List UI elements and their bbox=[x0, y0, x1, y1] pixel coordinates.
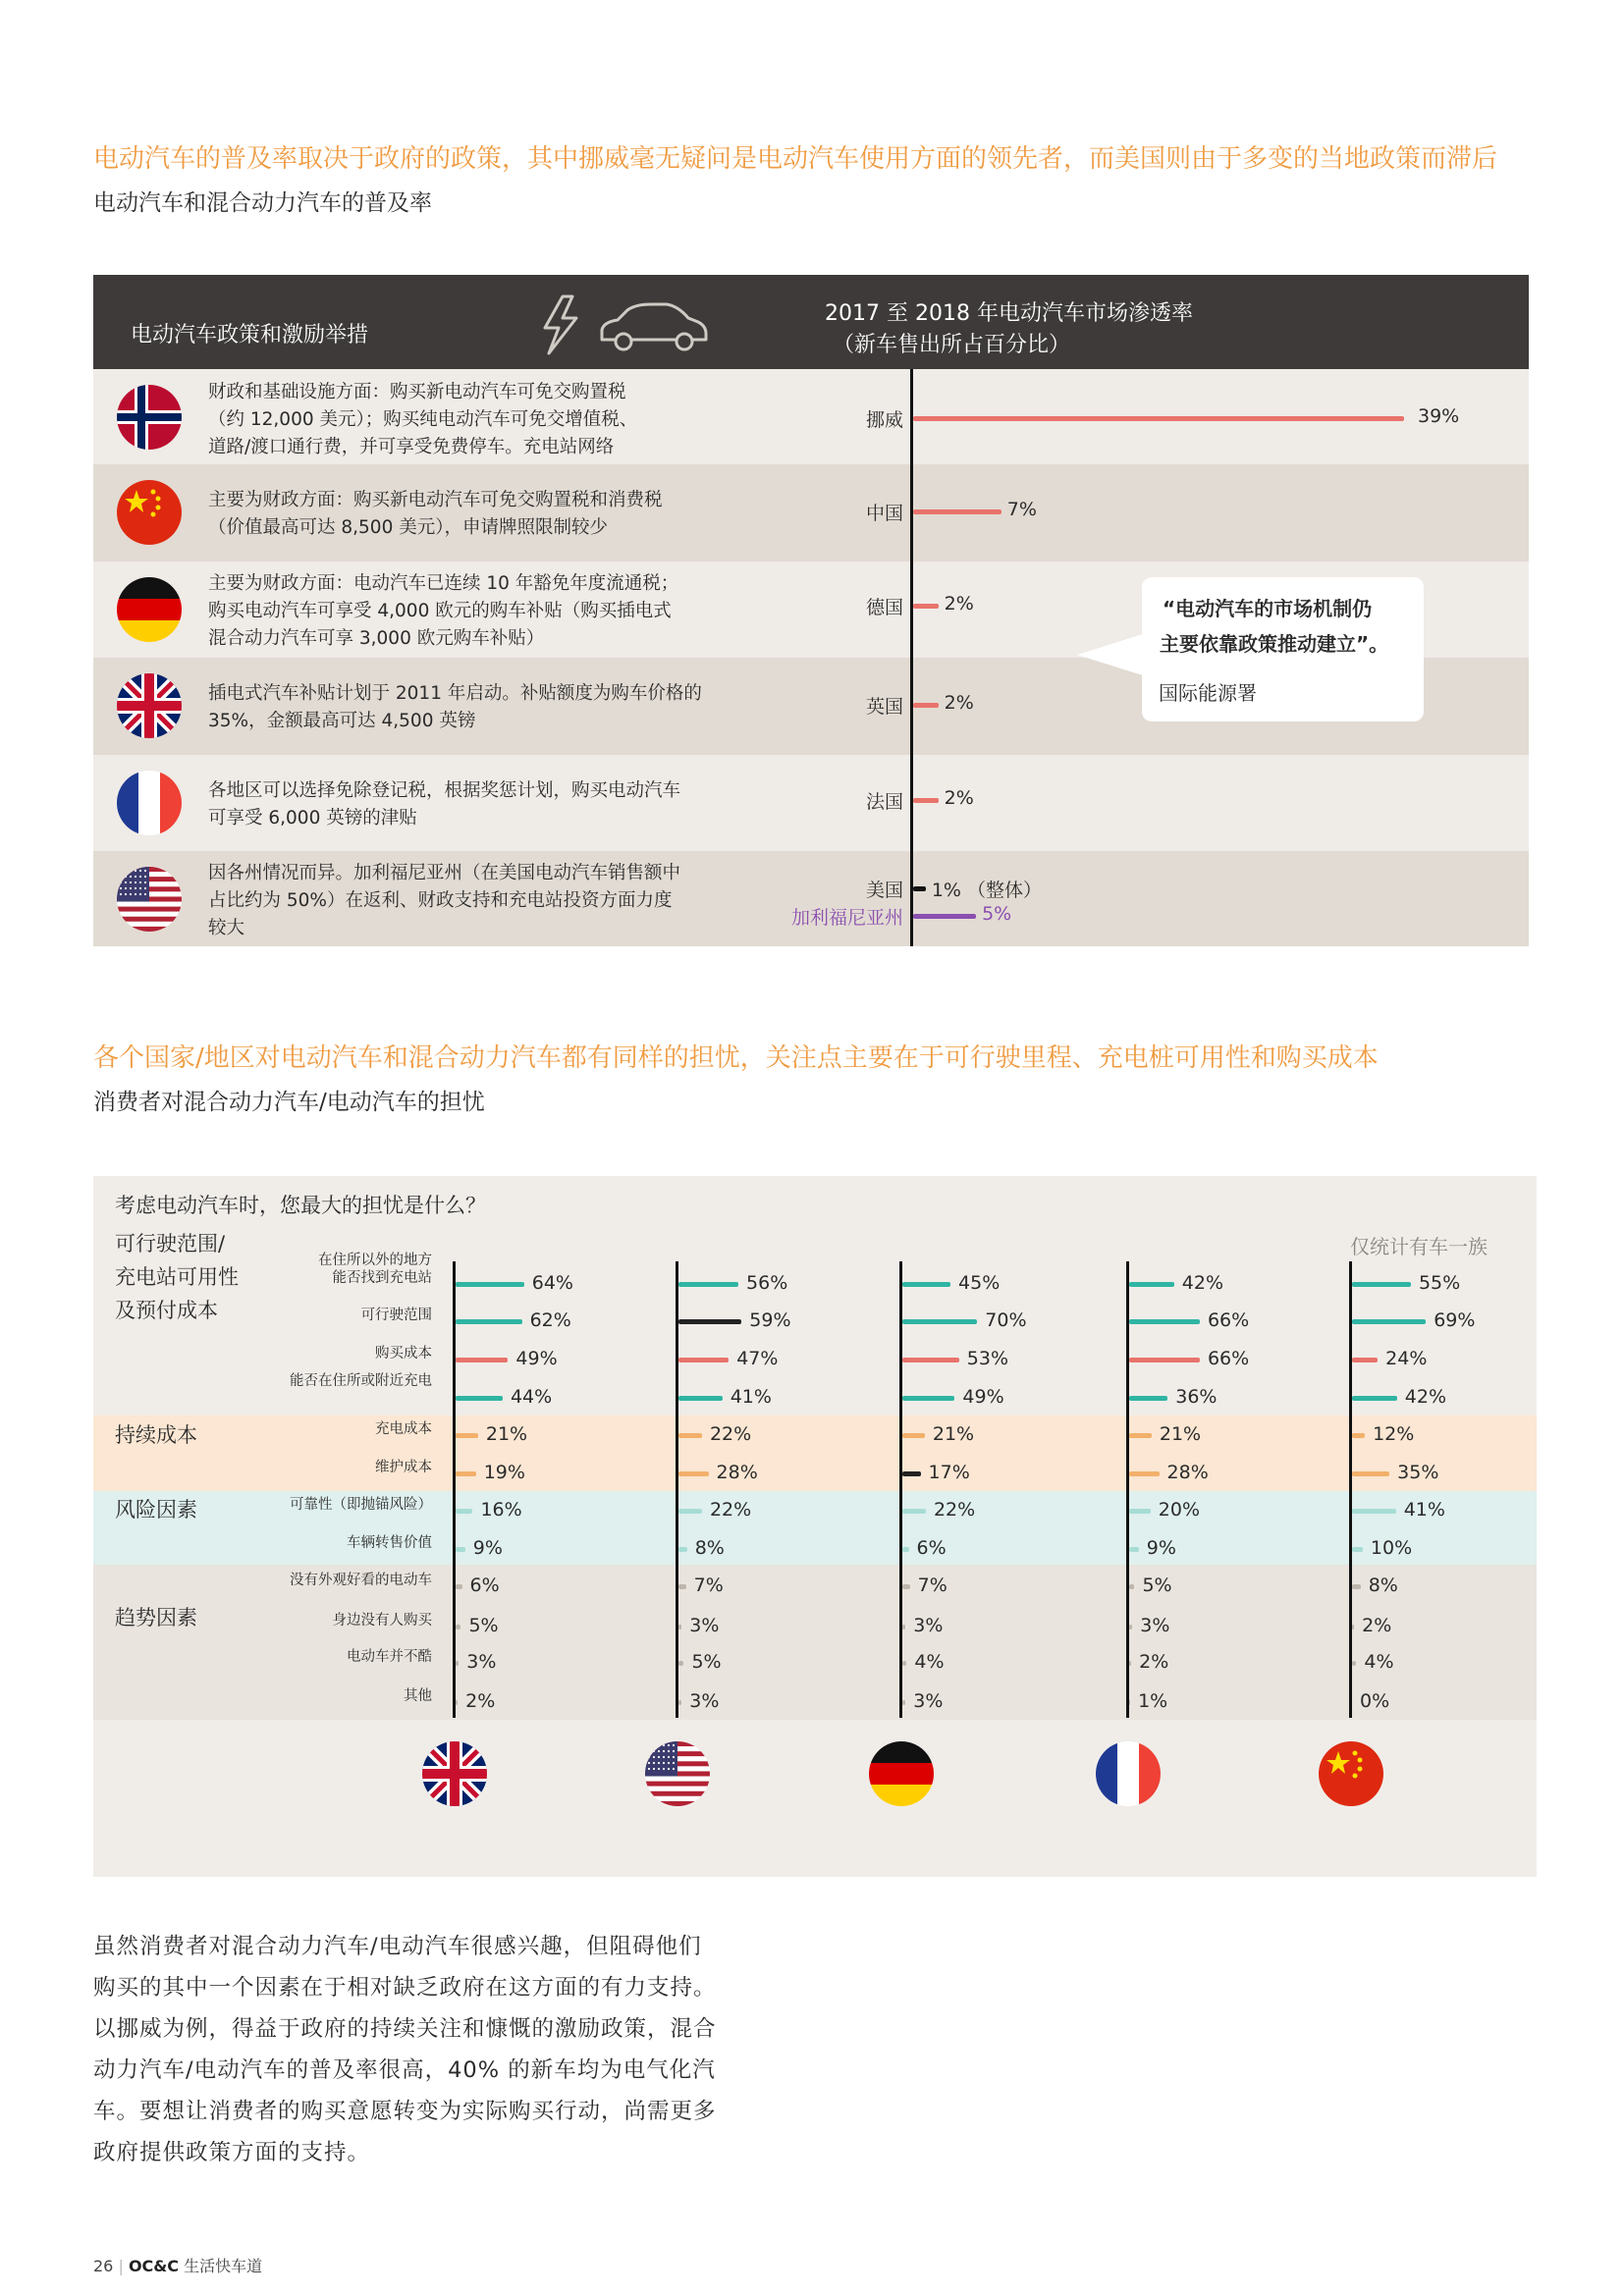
concern-value: 49% bbox=[962, 1386, 1004, 1408]
concern-value: 20% bbox=[1158, 1499, 1201, 1521]
concern-value: 6% bbox=[916, 1537, 947, 1559]
section1-subtitle: 电动汽车和混合动力汽车的普及率 bbox=[93, 190, 432, 216]
germany-flag-icon bbox=[869, 1741, 934, 1806]
brand-logo: OC&C bbox=[128, 2257, 179, 2275]
concern-bar bbox=[456, 1396, 503, 1401]
usa-flag-icon bbox=[645, 1741, 710, 1806]
concern-bar bbox=[1129, 1700, 1130, 1705]
policy-description-line: 插电式汽车补贴计划于 2011 年启动。补贴额度为购车价格的 bbox=[208, 683, 702, 704]
paragraph-line: 政府提供政策方面的支持。 bbox=[93, 2140, 371, 2165]
china-flag-icon bbox=[117, 480, 182, 545]
penetration-value: 2% bbox=[944, 787, 974, 809]
policy-description-line: 主要为财政方面：购买新电动汽车可免交购置税和消费税 bbox=[208, 490, 663, 510]
quote-text-line1: “电动汽车的市场机制仍 bbox=[1163, 597, 1373, 620]
policy-description-line: 可享受 6,000 英镑的津贴 bbox=[208, 808, 417, 828]
policy-description-line: （价值最高可达 8,500 美元），申请牌照限制较少 bbox=[208, 517, 608, 538]
concern-bar bbox=[1352, 1396, 1397, 1401]
policy-description-line: 道路/渡口通行费，并可享受免费停车。充电站网络 bbox=[208, 437, 615, 457]
lightning-car-icon bbox=[533, 293, 710, 357]
concern-value: 62% bbox=[529, 1309, 571, 1331]
concern-bar bbox=[678, 1433, 702, 1438]
concern-value: 28% bbox=[716, 1462, 758, 1483]
concern-bar bbox=[902, 1625, 905, 1629]
policy-description bbox=[208, 570, 758, 653]
chart2-question: 考虑电动汽车时，您最大的担忧是什么？ bbox=[115, 1194, 486, 1217]
concern-value: 45% bbox=[958, 1272, 1001, 1294]
country-axis bbox=[676, 1261, 678, 1718]
penetration-bar bbox=[913, 416, 1404, 421]
policy-description-line: 各地区可以选择免除登记税，根据奖惩计划，购买电动汽车 bbox=[208, 780, 681, 801]
germany-flag-icon bbox=[117, 577, 182, 642]
concern-value: 9% bbox=[472, 1537, 503, 1559]
concern-value: 6% bbox=[469, 1575, 500, 1596]
country-axis bbox=[899, 1261, 902, 1718]
policy-description bbox=[208, 860, 758, 942]
penetration-value: 1% （整体） bbox=[931, 880, 1042, 901]
penetration-value: 5% bbox=[982, 903, 1012, 925]
policy-description-line: 购买电动汽车可享受 4,000 欧元的购车补贴（购买插电式 bbox=[208, 601, 672, 621]
concern-value: 64% bbox=[531, 1272, 573, 1294]
concern-value: 19% bbox=[483, 1462, 525, 1483]
concern-label: 其他 bbox=[404, 1688, 432, 1704]
concern-value: 42% bbox=[1181, 1272, 1223, 1294]
concern-bar bbox=[456, 1547, 465, 1552]
policy-description-line: 占比约为 50%）在返利、财政支持和充电站投资方面力度 bbox=[208, 890, 673, 911]
concern-value: 41% bbox=[1403, 1499, 1445, 1521]
concern-value: 22% bbox=[933, 1499, 976, 1521]
concern-bar bbox=[678, 1471, 709, 1476]
concern-bar bbox=[902, 1547, 909, 1552]
norway-flag-icon bbox=[117, 385, 182, 450]
penetration-bar bbox=[913, 886, 926, 891]
chart1-axis bbox=[910, 369, 913, 946]
concern-bar bbox=[902, 1319, 977, 1324]
concern-bar bbox=[456, 1358, 508, 1362]
concern-value: 12% bbox=[1373, 1423, 1415, 1445]
concern-value: 47% bbox=[736, 1348, 779, 1369]
concern-label: 能否找到充电站 bbox=[332, 1270, 432, 1286]
country-axis bbox=[1126, 1261, 1129, 1718]
country-label: 英国 bbox=[865, 696, 903, 718]
concern-group-label: 可行驶范围/ bbox=[115, 1232, 226, 1255]
concern-label: 能否在住所或附近充电 bbox=[290, 1373, 432, 1389]
penetration-value: 2% bbox=[944, 593, 974, 614]
concern-value: 3% bbox=[689, 1690, 720, 1712]
concern-label: 没有外观好看的电动车 bbox=[290, 1573, 432, 1588]
concern-value: 69% bbox=[1434, 1309, 1476, 1331]
concern-value: 22% bbox=[709, 1423, 752, 1445]
concern-value: 8% bbox=[694, 1537, 725, 1559]
concern-bar bbox=[1129, 1661, 1131, 1666]
concern-bar bbox=[902, 1282, 950, 1287]
concern-value: 36% bbox=[1175, 1386, 1218, 1408]
concern-bar bbox=[1129, 1471, 1160, 1476]
concern-bar bbox=[1352, 1358, 1378, 1362]
concern-value: 3% bbox=[466, 1651, 497, 1673]
chart2-note: 仅统计有车一族 bbox=[1350, 1235, 1488, 1258]
concern-bar bbox=[678, 1282, 738, 1287]
policy-description bbox=[208, 379, 758, 461]
china-flag-icon bbox=[1319, 1741, 1383, 1806]
concern-value: 56% bbox=[746, 1272, 788, 1294]
france-flag-icon bbox=[1096, 1741, 1161, 1806]
chart1-header-right-line2: （新车售出所占百分比） bbox=[833, 333, 1071, 357]
policy-description bbox=[208, 680, 758, 735]
concern-bar bbox=[678, 1547, 687, 1552]
policy-description-line: 35%，金额最高可达 4,500 英镑 bbox=[208, 711, 476, 731]
concern-bar bbox=[902, 1358, 959, 1362]
paragraph-line: 以挪威为例，得益于政府的持续关注和慷慨的激励政策，混合 bbox=[93, 2016, 717, 2042]
country-label: 美国 bbox=[865, 880, 903, 901]
concern-value: 7% bbox=[693, 1575, 724, 1596]
concern-value: 2% bbox=[1362, 1615, 1392, 1636]
france-flag-icon bbox=[117, 771, 182, 835]
concern-value: 66% bbox=[1207, 1309, 1250, 1331]
penetration-bar bbox=[913, 604, 939, 609]
country-axis bbox=[1349, 1261, 1352, 1718]
concern-value: 5% bbox=[691, 1651, 722, 1673]
paragraph-line: 车。要想让消费者的购买意愿转变为实际购买行动，尚需更多 bbox=[93, 2099, 717, 2124]
concern-value: 59% bbox=[749, 1309, 791, 1331]
concern-group-label: 及预付成本 bbox=[115, 1299, 218, 1322]
concern-bar bbox=[456, 1319, 522, 1324]
concern-bar bbox=[456, 1700, 458, 1705]
policy-description-line: （约 12,000 美元）；购买纯电动汽车可免交增值税、 bbox=[208, 409, 638, 430]
concern-value: 10% bbox=[1370, 1537, 1413, 1559]
concern-label: 购买成本 bbox=[375, 1346, 432, 1362]
concern-bar bbox=[1129, 1433, 1152, 1438]
concern-value: 41% bbox=[730, 1386, 772, 1408]
concern-value: 53% bbox=[966, 1348, 1008, 1369]
concern-bar bbox=[1129, 1396, 1167, 1401]
concern-value: 24% bbox=[1385, 1348, 1428, 1369]
concern-bar bbox=[1129, 1547, 1139, 1552]
concern-bar bbox=[1352, 1547, 1363, 1552]
concern-bar bbox=[456, 1282, 524, 1287]
concern-value: 22% bbox=[709, 1499, 752, 1521]
paragraph-line: 购买的其中一个因素在于相对缺乏政府在这方面的有力支持。 bbox=[93, 1975, 717, 2001]
concern-bar bbox=[902, 1700, 905, 1705]
footer-title: 生活快车道 bbox=[184, 2257, 263, 2275]
paragraph-line: 动力汽车/电动汽车的普及率很高，40% 的新车均为电气化汽 bbox=[93, 2057, 716, 2083]
page-footer: 26 | OC&C 生活快车道 bbox=[93, 2257, 263, 2275]
concern-value: 3% bbox=[689, 1615, 720, 1636]
concern-value: 2% bbox=[1139, 1651, 1169, 1673]
concern-value: 2% bbox=[465, 1690, 496, 1712]
chart1-header-right-line1: 2017 至 2018 年电动汽车市场渗透率 bbox=[825, 301, 1193, 326]
concern-value: 35% bbox=[1397, 1462, 1439, 1483]
concern-bar bbox=[902, 1433, 925, 1438]
penetration-bar bbox=[913, 703, 939, 708]
concern-bar bbox=[678, 1625, 681, 1629]
ev-concerns-chart bbox=[93, 1176, 1537, 1877]
concern-bar bbox=[678, 1509, 702, 1514]
penetration-bar bbox=[913, 798, 939, 803]
usa-flag-icon bbox=[117, 867, 182, 932]
policy-description-line: 财政和基础设施方面：购买新电动汽车可免交购置税 bbox=[208, 382, 626, 402]
penetration-bar bbox=[913, 914, 976, 919]
concern-value: 28% bbox=[1166, 1462, 1209, 1483]
concern-bar bbox=[1352, 1584, 1361, 1589]
concern-bar bbox=[1129, 1319, 1200, 1324]
concern-value: 3% bbox=[1140, 1615, 1170, 1636]
concern-value: 66% bbox=[1207, 1348, 1250, 1369]
concern-bar bbox=[1352, 1433, 1365, 1438]
concern-bar bbox=[1129, 1358, 1200, 1362]
concern-label: 可靠性（即抛锚风险） bbox=[290, 1497, 432, 1513]
policy-description-line: 因各州情况而异。加利福尼亚州（在美国电动汽车销售额中 bbox=[208, 863, 681, 883]
concern-value: 42% bbox=[1404, 1386, 1446, 1408]
concern-bar bbox=[1129, 1282, 1174, 1287]
concern-bar bbox=[902, 1471, 921, 1476]
concern-value: 70% bbox=[985, 1309, 1027, 1331]
concern-label: 电动车并不酷 bbox=[347, 1649, 432, 1665]
concern-bar bbox=[456, 1509, 472, 1514]
concern-value: 3% bbox=[913, 1690, 944, 1712]
concern-value: 5% bbox=[468, 1615, 499, 1636]
penetration-value: 39% bbox=[1418, 405, 1460, 427]
concern-bar bbox=[1352, 1625, 1354, 1629]
concern-bar bbox=[456, 1661, 459, 1666]
policy-description-line: 较大 bbox=[208, 918, 245, 938]
concern-label: 维护成本 bbox=[375, 1460, 432, 1475]
concern-value: 21% bbox=[485, 1423, 528, 1445]
concern-bar bbox=[456, 1433, 478, 1438]
paragraph-line: 虽然消费者对混合动力汽车/电动汽车很感兴趣，但阻碍他们 bbox=[93, 1934, 702, 1959]
country-label: 加利福尼亚州 bbox=[790, 907, 903, 929]
concern-value: 21% bbox=[1159, 1423, 1202, 1445]
concern-label: 充电成本 bbox=[375, 1421, 432, 1437]
concern-label: 身边没有人购买 bbox=[332, 1613, 432, 1629]
quote-source: 国际能源署 bbox=[1159, 681, 1257, 705]
section1-headline: 电动汽车的普及率取决于政府的政策，其中挪威毫无疑问是电动汽车使用方面的领先者，而美国则由于多变的当地政策而滞后 bbox=[93, 144, 1498, 174]
concern-bar bbox=[456, 1471, 476, 1476]
policy-description-line: 主要为财政方面：电动汽车已连续 10 年豁免年度流通税； bbox=[208, 573, 679, 594]
concern-value: 49% bbox=[515, 1348, 558, 1369]
concern-group-label: 充电站可用性 bbox=[115, 1265, 239, 1289]
concern-bar bbox=[1352, 1319, 1426, 1324]
concern-bar bbox=[1129, 1509, 1151, 1514]
penetration-bar bbox=[913, 509, 1001, 514]
concern-value: 17% bbox=[928, 1462, 970, 1483]
country-label: 法国 bbox=[865, 791, 903, 813]
concern-bar bbox=[678, 1319, 741, 1324]
country-label: 中国 bbox=[865, 503, 903, 524]
uk-flag-icon bbox=[117, 673, 182, 738]
concern-bar bbox=[902, 1509, 926, 1514]
concern-label: 在住所以外的地方 bbox=[318, 1253, 432, 1268]
concern-bar bbox=[456, 1584, 462, 1589]
concern-label: 车辆转售价值 bbox=[347, 1535, 432, 1551]
concern-bar bbox=[678, 1584, 686, 1589]
concern-group-label: 风险因素 bbox=[115, 1498, 197, 1522]
uk-flag-icon bbox=[422, 1741, 487, 1806]
concern-bar bbox=[678, 1358, 729, 1362]
concern-value: 21% bbox=[932, 1423, 975, 1445]
quote-bubble-tail bbox=[1077, 633, 1146, 676]
section2-headline: 各个国家/地区对电动汽车和混合动力汽车都有同样的担忧，关注点主要在于可行驶里程、充电桩可用性和购买成本 bbox=[93, 1043, 1379, 1073]
concern-value: 5% bbox=[1142, 1575, 1172, 1596]
concern-value: 4% bbox=[1364, 1651, 1394, 1673]
concern-value: 9% bbox=[1146, 1537, 1176, 1559]
page-number: 26 bbox=[93, 2257, 114, 2275]
concern-group-label: 趋势因素 bbox=[115, 1606, 197, 1629]
concern-value: 7% bbox=[917, 1575, 947, 1596]
concern-value: 0% bbox=[1360, 1690, 1390, 1712]
concern-value: 55% bbox=[1418, 1272, 1461, 1294]
country-label: 挪威 bbox=[865, 409, 903, 431]
concern-bar bbox=[1352, 1282, 1411, 1287]
country-axis bbox=[453, 1261, 456, 1718]
concern-bar bbox=[1352, 1471, 1389, 1476]
country-label: 德国 bbox=[865, 597, 903, 618]
concern-bar bbox=[678, 1396, 723, 1401]
concern-value: 8% bbox=[1368, 1575, 1398, 1596]
concern-value: 1% bbox=[1138, 1690, 1168, 1712]
concern-value: 4% bbox=[914, 1651, 945, 1673]
policy-description bbox=[208, 487, 758, 542]
quote-text-line2: 主要依靠政策推动建立”。 bbox=[1160, 632, 1389, 656]
concern-group-label: 持续成本 bbox=[115, 1423, 197, 1447]
concern-bar bbox=[1352, 1509, 1396, 1514]
concern-value: 44% bbox=[510, 1386, 553, 1408]
concern-value: 3% bbox=[913, 1615, 944, 1636]
chart1-header-left: 电动汽车政策和激励举措 bbox=[131, 323, 369, 347]
concern-bar bbox=[902, 1396, 954, 1401]
penetration-value: 7% bbox=[1006, 499, 1037, 520]
concern-bar bbox=[902, 1584, 910, 1589]
concern-bar bbox=[1129, 1625, 1132, 1629]
section2-subtitle: 消费者对混合动力汽车/电动汽车的担忧 bbox=[93, 1090, 485, 1115]
chart1-header bbox=[93, 275, 1529, 369]
concern-value: 16% bbox=[480, 1499, 522, 1521]
concern-bar bbox=[678, 1700, 681, 1705]
policy-description bbox=[208, 777, 758, 832]
concern-label: 可行驶范围 bbox=[360, 1308, 432, 1323]
policy-description-line: 混合动力汽车可享 3,000 欧元购车补贴） bbox=[208, 628, 545, 649]
penetration-value: 2% bbox=[944, 692, 974, 714]
